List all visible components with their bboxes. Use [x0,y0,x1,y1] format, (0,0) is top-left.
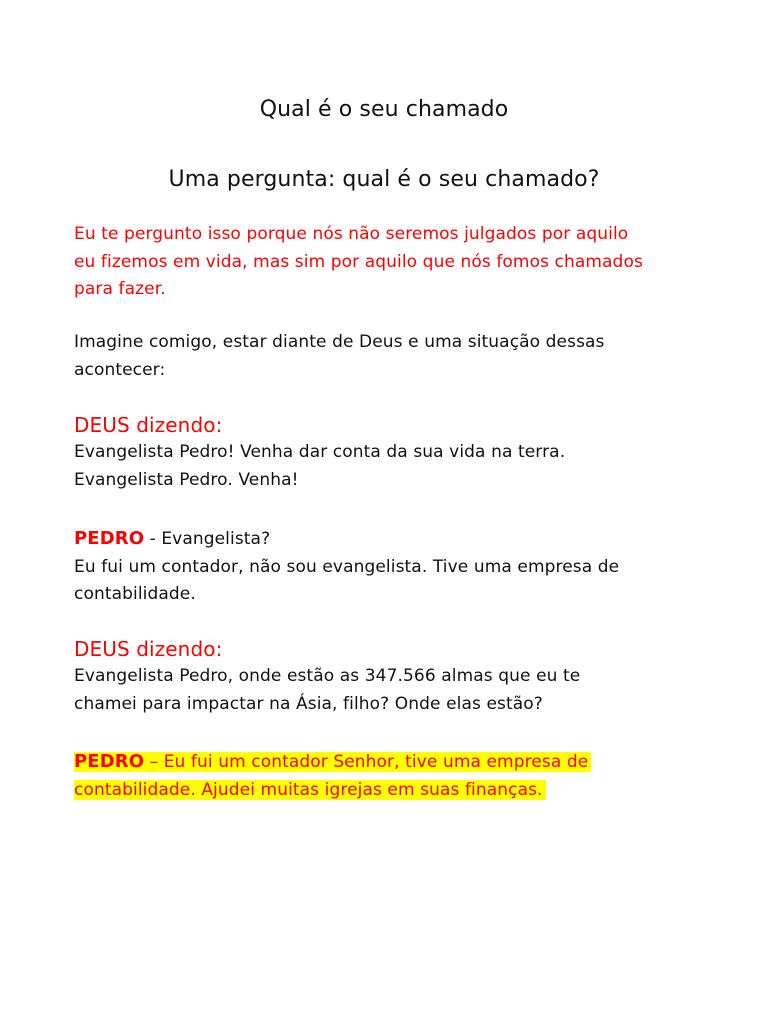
imagine-line: acontecer: [74,359,166,380]
dialog-text-highlighted: – Eu fui um contador Senhor, tive uma empresa de [144,752,589,772]
dialog-line: chamei para impactar na Ásia, filho? Onde elas estão? [74,693,543,714]
dialog-pedro-2 [74,748,694,804]
dialog-deus-2 [74,635,694,718]
dialog-pedro-1 [74,525,694,609]
dialog-first-line [74,748,694,777]
speaker-label: PEDRO [74,528,145,549]
dialog-line: Evangelista Pedro. Venha! [74,469,299,490]
intro-line: Eu te pergunto isso porque nós não seremos julgados por aquilo [74,224,629,244]
dialog-first-line [74,525,694,554]
page-title: Qual é o seu chamado [259,97,509,122]
page-subtitle: Uma pergunta: qual é o seu chamado? [168,167,600,192]
imagine-paragraph [74,329,694,384]
dialog-line: Evangelista Pedro! Venha dar conta da sua vida na terra. [74,442,566,462]
speaker-label: PEDRO [74,751,145,772]
dialog-deus-1 [74,411,694,494]
dialog-text: - Evangelista? [144,529,271,549]
speaker-label: DEUS dizendo: [74,637,223,661]
dialog-line: Eu fui um contador, não sou evangelista. Tive uma empresa de [74,556,620,577]
dialog-line [74,777,694,805]
dialog-line: Evangelista Pedro, onde estão as 347.566 almas que eu te [74,666,581,686]
imagine-line: Imagine comigo, estar diante de Deus e uma situação dessas [74,332,605,352]
speaker-label: DEUS dizendo: [74,413,223,437]
intro-paragraph [74,221,694,304]
intro-line: eu fizemos em vida, mas sim por aquilo que nós fomos chamados [74,251,643,272]
dialog-line: contabilidade. [74,584,196,604]
intro-line: para fazer. [74,279,166,299]
dialog-text-highlighted: contabilidade. Ajudei muitas igrejas em suas finanças. [74,780,546,800]
